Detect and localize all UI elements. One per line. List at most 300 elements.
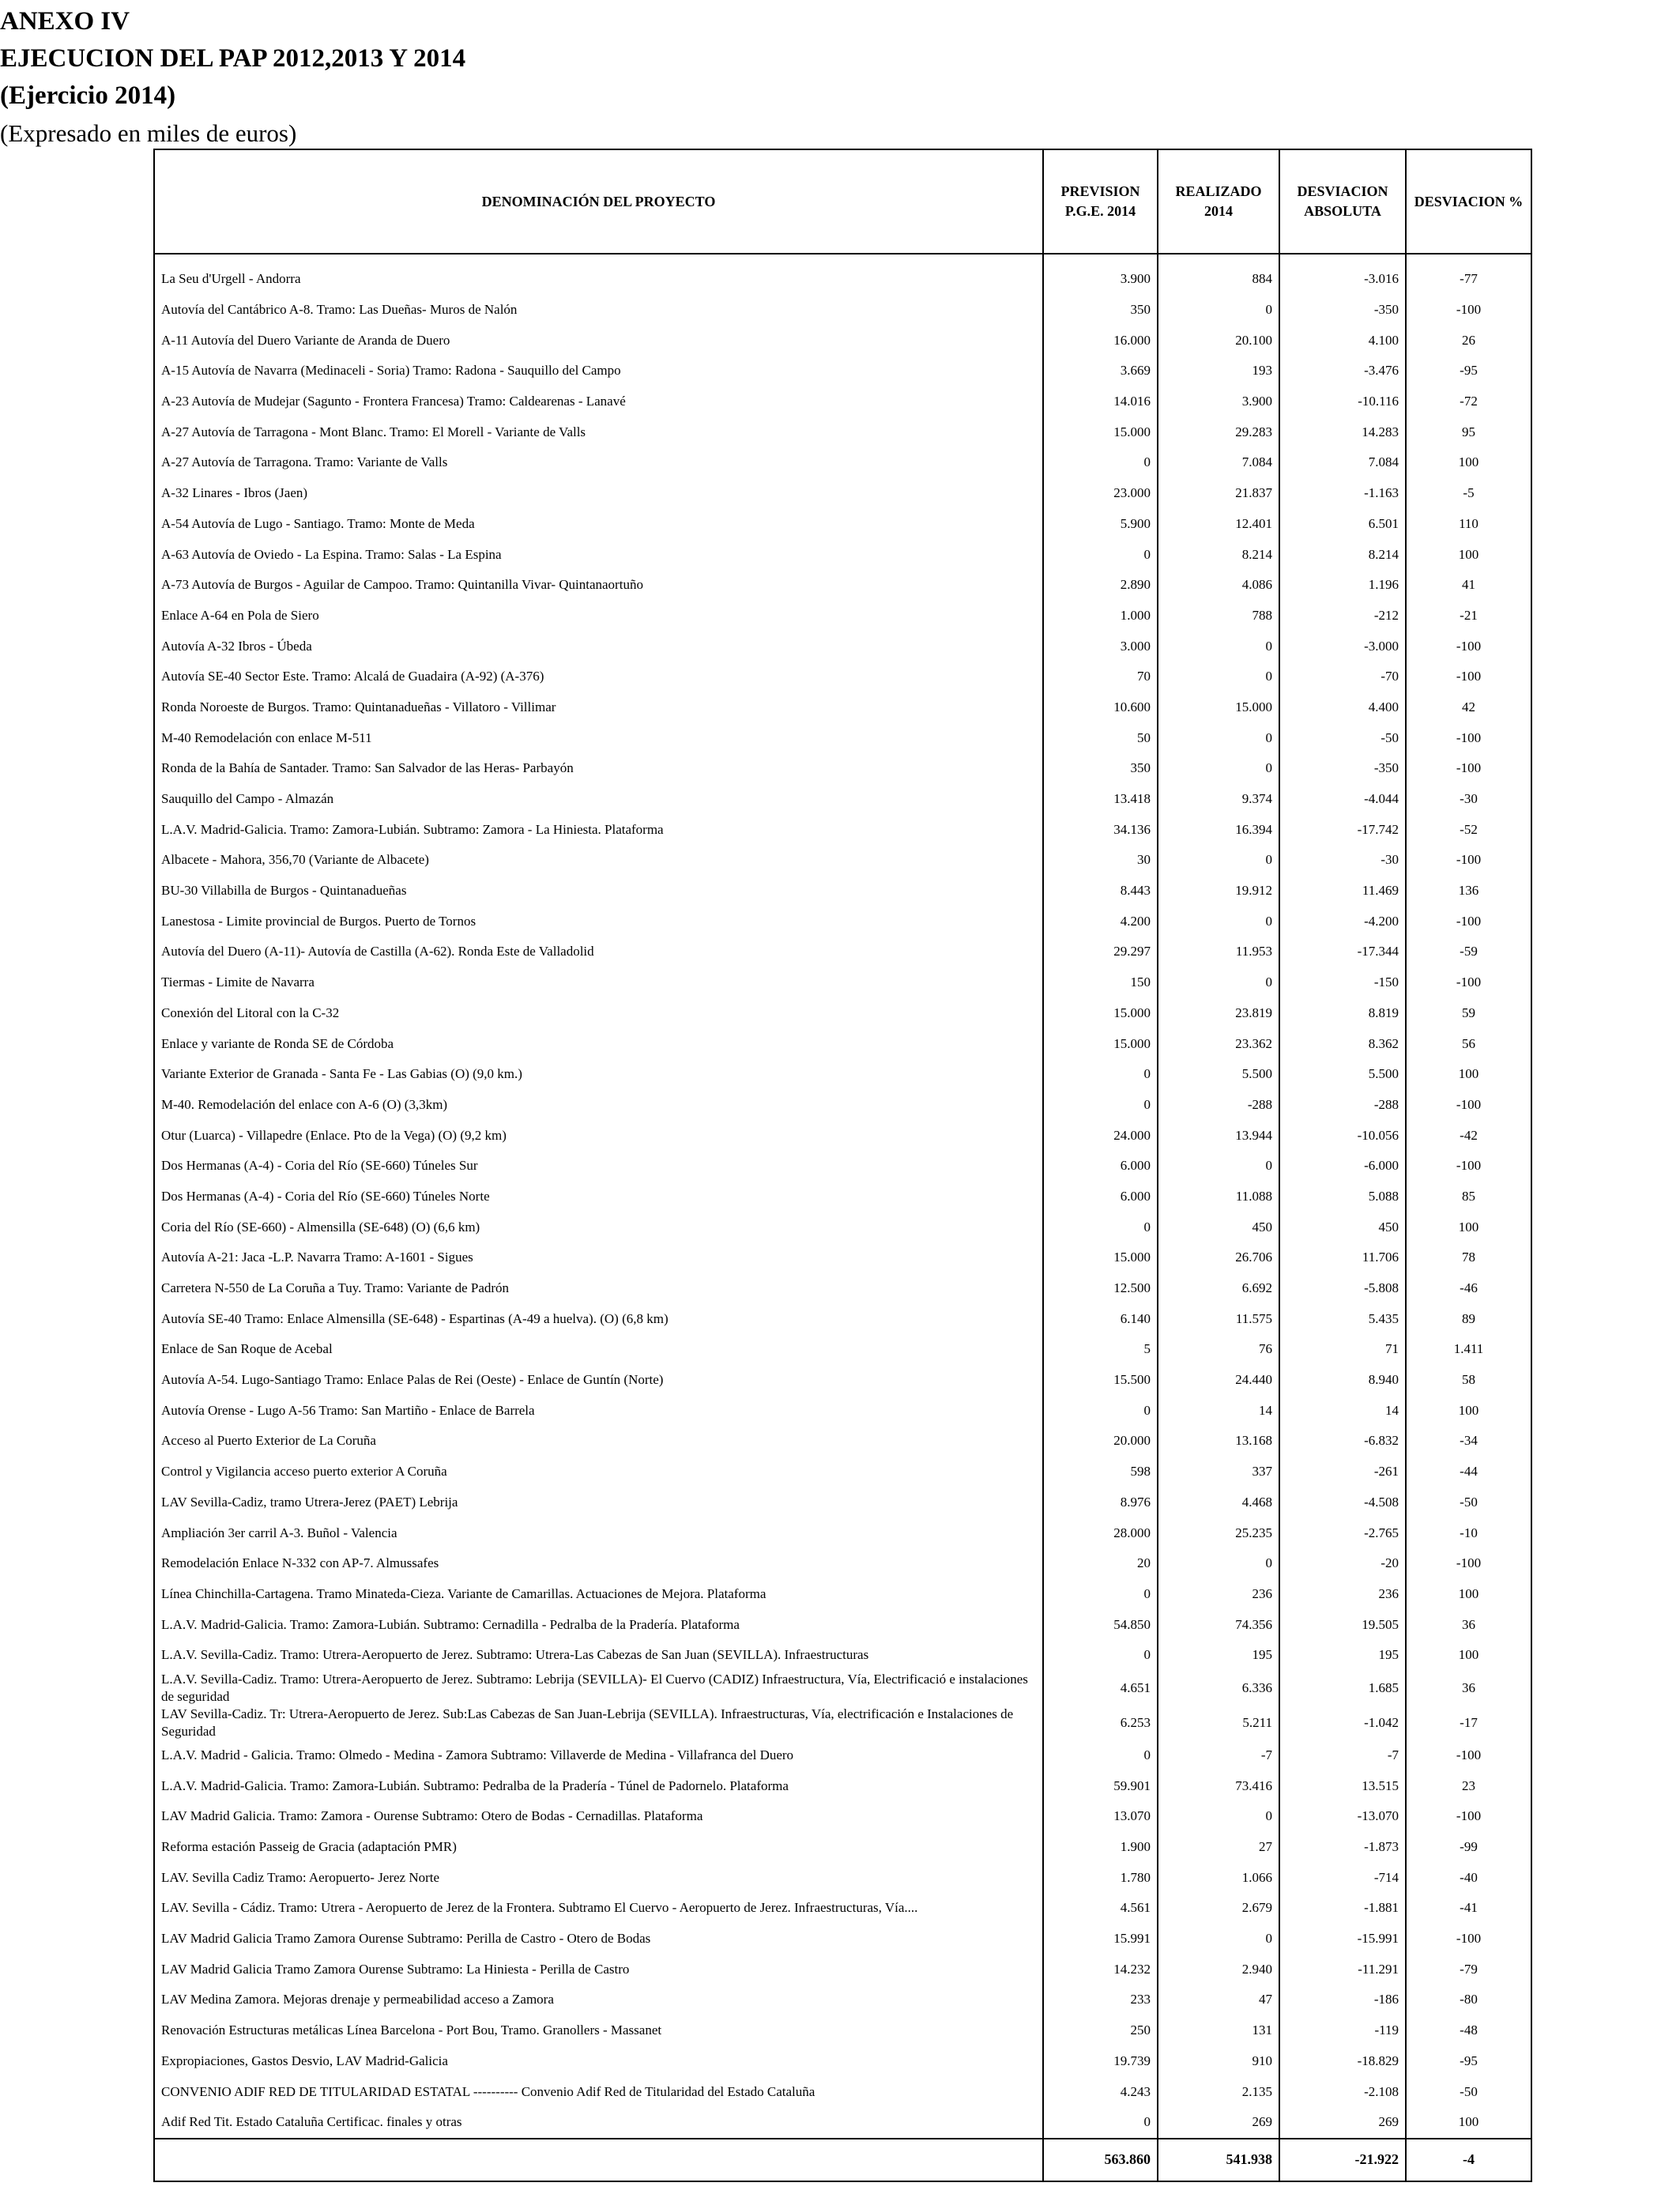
desviacion-pct-cell: 136 xyxy=(1406,876,1531,907)
prevision-cell: 5.900 xyxy=(1043,509,1158,540)
table-row xyxy=(154,1862,1531,1893)
prevision-cell: 24.000 xyxy=(1043,1120,1158,1151)
realizado-cell: 8.214 xyxy=(1158,539,1279,570)
project-name-cell: M-40. Remodelación del enlace con A-6 (O) (3,3km) xyxy=(154,1090,1043,1121)
realizado-cell: 16.394 xyxy=(1158,814,1279,845)
desviacion-pct-cell: -34 xyxy=(1406,1426,1531,1457)
realizado-cell: 19.912 xyxy=(1158,876,1279,907)
desviacion-pct-cell: 85 xyxy=(1406,1182,1531,1212)
desviacion-abs-cell: -30 xyxy=(1279,845,1406,876)
desviacion-pct-cell: 59 xyxy=(1406,998,1531,1029)
prevision-cell: 12.500 xyxy=(1043,1273,1158,1304)
project-name-cell: LAV Madrid Galicia Tramo Zamora Ourense Subtramo: Perilla de Castro - Otero de Bodas xyxy=(154,1924,1043,1955)
prevision-cell: 15.000 xyxy=(1043,1028,1158,1059)
table-row xyxy=(154,814,1531,845)
project-name-cell: M-40 Remodelación con enlace M-511 xyxy=(154,722,1043,753)
table-body xyxy=(154,254,1531,2181)
total-row xyxy=(154,2139,1531,2181)
desviacion-abs-cell: -6.832 xyxy=(1279,1426,1406,1457)
col-header-desv-abs xyxy=(1279,149,1406,254)
realizado-cell: 27 xyxy=(1158,1832,1279,1863)
desviacion-pct-cell: 42 xyxy=(1406,692,1531,723)
realizado-cell: -288 xyxy=(1158,1090,1279,1121)
desviacion-abs-cell: -15.991 xyxy=(1279,1924,1406,1955)
prevision-cell: 15.000 xyxy=(1043,417,1158,447)
desviacion-pct-cell: -100 xyxy=(1406,662,1531,692)
project-name-cell: Sauquillo del Campo - Almazán xyxy=(154,784,1043,815)
desviacion-pct-cell: 58 xyxy=(1406,1365,1531,1396)
realizado-cell: 337 xyxy=(1158,1457,1279,1487)
total-desviacion-abs-cell: -21.922 xyxy=(1279,2139,1406,2181)
prevision-cell: 19.739 xyxy=(1043,2046,1158,2077)
prevision-cell: 8.976 xyxy=(1043,1487,1158,1518)
project-name-cell: Ampliación 3er carril A-3. Buñol - Valencia xyxy=(154,1517,1043,1548)
table-row xyxy=(154,1893,1531,1924)
prevision-cell: 4.651 xyxy=(1043,1671,1158,1706)
desviacion-abs-cell: -3.000 xyxy=(1279,631,1406,662)
table-row xyxy=(154,722,1531,753)
table-row xyxy=(154,1548,1531,1579)
realizado-cell: 884 xyxy=(1158,264,1279,295)
table-row xyxy=(154,1487,1531,1518)
prevision-cell: 0 xyxy=(1043,447,1158,478)
table-row xyxy=(154,998,1531,1029)
project-name-cell: BU-30 Villabilla de Burgos - Quintanadueñas xyxy=(154,876,1043,907)
col-header-desv-abs-line2: ABSOLUTA xyxy=(1304,203,1381,219)
desviacion-abs-cell: -350 xyxy=(1279,295,1406,326)
project-name-cell: Autovía A-32 Ibros - Úbeda xyxy=(154,631,1043,662)
table-row xyxy=(154,356,1531,386)
units-note: (Expresado en miles de euros) xyxy=(0,119,297,147)
realizado-cell: 5.211 xyxy=(1158,1706,1279,1740)
prevision-cell: 20.000 xyxy=(1043,1426,1158,1457)
prevision-cell: 350 xyxy=(1043,295,1158,326)
realizado-cell: 4.468 xyxy=(1158,1487,1279,1518)
desviacion-abs-cell: -350 xyxy=(1279,753,1406,784)
project-name-cell: Remodelación Enlace N-332 con AP-7. Almussafes xyxy=(154,1548,1043,1579)
desviacion-abs-cell: -288 xyxy=(1279,1090,1406,1121)
project-name-cell: Autovía del Duero (A-11)- Autovía de Castilla (A-62). Ronda Este de Valladolid xyxy=(154,937,1043,967)
prevision-cell: 0 xyxy=(1043,539,1158,570)
project-name-cell: Reforma estación Passeig de Gracia (adaptación PMR) xyxy=(154,1832,1043,1863)
desviacion-abs-cell: -1.873 xyxy=(1279,1832,1406,1863)
desviacion-abs-cell: 11.469 xyxy=(1279,876,1406,907)
table-row xyxy=(154,539,1531,570)
table-row xyxy=(154,1985,1531,2015)
prevision-cell: 6.000 xyxy=(1043,1182,1158,1212)
desviacion-abs-cell: -3.016 xyxy=(1279,264,1406,295)
prevision-cell: 10.600 xyxy=(1043,692,1158,723)
desviacion-pct-cell: -100 xyxy=(1406,906,1531,937)
desviacion-abs-cell: 195 xyxy=(1279,1640,1406,1671)
desviacion-abs-cell: -17.742 xyxy=(1279,814,1406,845)
project-name-cell: Renovación Estructuras metálicas Línea Barcelona - Port Bou, Tramo. Granollers - Massanet xyxy=(154,2015,1043,2046)
realizado-cell: 23.362 xyxy=(1158,1028,1279,1059)
col-header-desv-abs-line1: DESVIACION xyxy=(1297,183,1388,199)
realizado-cell: 0 xyxy=(1158,1548,1279,1579)
realizado-cell: 0 xyxy=(1158,845,1279,876)
project-name-cell: LAV Sevilla-Cadiz. Tr: Utrera-Aeropuerto de Jerez. Sub:Las Cabezas de San Juan-Lebrija (SEVILLA). Infraestructuras, Vía, electrificación e Instalaciones de Seguridad xyxy=(154,1706,1043,1740)
project-name-cell: Ronda de la Bahía de Santader. Tramo: San Salvador de las Heras- Parbayón xyxy=(154,753,1043,784)
prevision-cell: 250 xyxy=(1043,2015,1158,2046)
prevision-cell: 2.890 xyxy=(1043,570,1158,601)
desviacion-abs-cell: 1.196 xyxy=(1279,570,1406,601)
prevision-cell: 350 xyxy=(1043,753,1158,784)
table-row xyxy=(154,753,1531,784)
prevision-cell: 34.136 xyxy=(1043,814,1158,845)
table-row xyxy=(154,2046,1531,2077)
realizado-cell: 21.837 xyxy=(1158,478,1279,509)
desviacion-abs-cell: -18.829 xyxy=(1279,2046,1406,2077)
prevision-cell: 29.297 xyxy=(1043,937,1158,967)
desviacion-pct-cell: -46 xyxy=(1406,1273,1531,1304)
project-name-cell: L.A.V. Sevilla-Cadiz. Tramo: Utrera-Aeropuerto de Jerez. Subtramo: Utrera-Las Cabezas de San Juan (SEVILLA). Infraestructuras xyxy=(154,1640,1043,1671)
desviacion-abs-cell: 1.685 xyxy=(1279,1671,1406,1706)
realizado-cell: 29.283 xyxy=(1158,417,1279,447)
desviacion-abs-cell: 5.435 xyxy=(1279,1303,1406,1334)
realizado-cell: 23.819 xyxy=(1158,998,1279,1029)
prevision-cell: 1.900 xyxy=(1043,1832,1158,1863)
table-row xyxy=(154,264,1531,295)
table-header-row xyxy=(154,149,1531,254)
desviacion-abs-cell: -4.508 xyxy=(1279,1487,1406,1518)
table-row xyxy=(154,1740,1531,1771)
realizado-cell: 20.100 xyxy=(1158,325,1279,356)
table-row xyxy=(154,1273,1531,1304)
prevision-cell: 28.000 xyxy=(1043,1517,1158,1548)
desviacion-pct-cell: -52 xyxy=(1406,814,1531,845)
table-row xyxy=(154,417,1531,447)
desviacion-abs-cell: -3.476 xyxy=(1279,356,1406,386)
desviacion-pct-cell: -100 xyxy=(1406,1548,1531,1579)
desviacion-abs-cell: 19.505 xyxy=(1279,1609,1406,1640)
prevision-cell: 0 xyxy=(1043,1059,1158,1090)
prevision-cell: 4.243 xyxy=(1043,2076,1158,2107)
prevision-cell: 6.140 xyxy=(1043,1303,1158,1334)
table-row xyxy=(154,1954,1531,1985)
realizado-cell: -7 xyxy=(1158,1740,1279,1771)
table-row xyxy=(154,601,1531,631)
desviacion-pct-cell: 36 xyxy=(1406,1609,1531,1640)
realizado-cell: 1.066 xyxy=(1158,1862,1279,1893)
prevision-cell: 6.000 xyxy=(1043,1151,1158,1182)
table-row xyxy=(154,2107,1531,2139)
table-row xyxy=(154,1426,1531,1457)
project-name-cell: Dos Hermanas (A-4) - Coria del Río (SE-660) Túneles Norte xyxy=(154,1182,1043,1212)
desviacion-abs-cell: -4.044 xyxy=(1279,784,1406,815)
project-name-cell: CONVENIO ADIF RED DE TITULARIDAD ESTATAL ---------- Convenio Adif Red de Titularidad del Estado Cataluña xyxy=(154,2076,1043,2107)
project-name-cell: Lanestosa - Limite provincial de Burgos. Puerto de Tornos xyxy=(154,906,1043,937)
realizado-cell: 0 xyxy=(1158,967,1279,998)
col-header-name: DENOMINACIÓN DEL PROYECTO xyxy=(154,149,1043,254)
prevision-cell: 30 xyxy=(1043,845,1158,876)
table-row xyxy=(154,1242,1531,1273)
desviacion-pct-cell: -42 xyxy=(1406,1120,1531,1151)
realizado-cell: 24.440 xyxy=(1158,1365,1279,1396)
realizado-cell: 6.692 xyxy=(1158,1273,1279,1304)
desviacion-abs-cell: -6.000 xyxy=(1279,1151,1406,1182)
desviacion-abs-cell: -1.881 xyxy=(1279,1893,1406,1924)
desviacion-pct-cell: 100 xyxy=(1406,1212,1531,1242)
project-name-cell: A-63 Autovía de Oviedo - La Espina. Tramo: Salas - La Espina xyxy=(154,539,1043,570)
desviacion-abs-cell: 4.100 xyxy=(1279,325,1406,356)
realizado-cell: 14 xyxy=(1158,1395,1279,1426)
execution-table xyxy=(153,149,1532,2182)
desviacion-pct-cell: 100 xyxy=(1406,2107,1531,2139)
project-name-cell: A-27 Autovía de Tarragona - Mont Blanc. Tramo: El Morell - Variante de Valls xyxy=(154,417,1043,447)
desviacion-pct-cell: 1.411 xyxy=(1406,1334,1531,1365)
realizado-cell: 0 xyxy=(1158,631,1279,662)
prevision-cell: 4.200 xyxy=(1043,906,1158,937)
project-name-cell: Ronda Noroeste de Burgos. Tramo: Quintanadueñas - Villatoro - Villimar xyxy=(154,692,1043,723)
project-name-cell: L.A.V. Madrid-Galicia. Tramo: Zamora-Lubián. Subtramo: Zamora - La Hiniesta. Plataforma xyxy=(154,814,1043,845)
prevision-cell: 23.000 xyxy=(1043,478,1158,509)
desviacion-pct-cell: -100 xyxy=(1406,845,1531,876)
desviacion-abs-cell: -11.291 xyxy=(1279,1954,1406,1985)
desviacion-abs-cell: 8.214 xyxy=(1279,539,1406,570)
realizado-cell: 15.000 xyxy=(1158,692,1279,723)
realizado-cell: 13.944 xyxy=(1158,1120,1279,1151)
desviacion-abs-cell: -1.163 xyxy=(1279,478,1406,509)
table-row xyxy=(154,906,1531,937)
desviacion-abs-cell: -119 xyxy=(1279,2015,1406,2046)
project-name-cell: LAV. Sevilla Cadiz Tramo: Aeropuerto- Jerez Norte xyxy=(154,1862,1043,1893)
desviacion-abs-cell: 6.501 xyxy=(1279,509,1406,540)
desviacion-pct-cell: -100 xyxy=(1406,1740,1531,1771)
prevision-cell: 598 xyxy=(1043,1457,1158,1487)
prevision-cell: 8.443 xyxy=(1043,876,1158,907)
desviacion-abs-cell: -13.070 xyxy=(1279,1801,1406,1832)
report-title: EJECUCION DEL PAP 2012,2013 Y 2014 xyxy=(0,44,466,73)
col-header-prevision-line2: P.G.E. 2014 xyxy=(1064,203,1136,219)
desviacion-abs-cell: 450 xyxy=(1279,1212,1406,1242)
prevision-cell: 0 xyxy=(1043,1579,1158,1610)
prevision-cell: 15.991 xyxy=(1043,1924,1158,1955)
prevision-cell: 59.901 xyxy=(1043,1770,1158,1801)
table-row xyxy=(154,325,1531,356)
desviacion-abs-cell: 13.515 xyxy=(1279,1770,1406,1801)
desviacion-abs-cell: 8.819 xyxy=(1279,998,1406,1029)
desviacion-pct-cell: -30 xyxy=(1406,784,1531,815)
prevision-cell: 1.000 xyxy=(1043,601,1158,631)
fiscal-year: (Ejercicio 2014) xyxy=(0,81,176,110)
desviacion-pct-cell: -50 xyxy=(1406,2076,1531,2107)
prevision-cell: 15.000 xyxy=(1043,1242,1158,1273)
table-row xyxy=(154,295,1531,326)
prevision-cell: 20 xyxy=(1043,1548,1158,1579)
total-prevision-cell: 563.860 xyxy=(1043,2139,1158,2181)
realizado-cell: 2.679 xyxy=(1158,1893,1279,1924)
desviacion-pct-cell: 26 xyxy=(1406,325,1531,356)
project-name-cell: Tiermas - Limite de Navarra xyxy=(154,967,1043,998)
table-row xyxy=(154,784,1531,815)
table-row xyxy=(154,631,1531,662)
desviacion-pct-cell: -100 xyxy=(1406,1801,1531,1832)
desviacion-abs-cell: -212 xyxy=(1279,601,1406,631)
desviacion-abs-cell: 11.706 xyxy=(1279,1242,1406,1273)
table-row xyxy=(154,1609,1531,1640)
desviacion-pct-cell: -5 xyxy=(1406,478,1531,509)
table-row xyxy=(154,1579,1531,1610)
desviacion-pct-cell: -100 xyxy=(1406,722,1531,753)
total-realizado-cell: 541.938 xyxy=(1158,2139,1279,2181)
table-row xyxy=(154,1671,1531,1706)
col-header-realizado-line1: REALIZADO xyxy=(1175,183,1262,199)
annex-title: ANEXO IV xyxy=(0,7,130,36)
table-row xyxy=(154,1303,1531,1334)
table-row xyxy=(154,1517,1531,1548)
project-name-cell: Enlace y variante de Ronda SE de Córdoba xyxy=(154,1028,1043,1059)
realizado-cell: 788 xyxy=(1158,601,1279,631)
project-name-cell: Variante Exterior de Granada - Santa Fe - Las Gabias (O) (9,0 km.) xyxy=(154,1059,1043,1090)
realizado-cell: 76 xyxy=(1158,1334,1279,1365)
project-name-cell: Coria del Río (SE-660) - Almensilla (SE-648) (O) (6,6 km) xyxy=(154,1212,1043,1242)
project-name-cell: Autovía SE-40 Sector Este. Tramo: Alcalá de Guadaira (A-92) (A-376) xyxy=(154,662,1043,692)
project-name-cell: LAV Medina Zamora. Mejoras drenaje y permeabilidad acceso a Zamora xyxy=(154,1985,1043,2015)
desviacion-abs-cell: -50 xyxy=(1279,722,1406,753)
realizado-cell: 5.500 xyxy=(1158,1059,1279,1090)
realizado-cell: 13.168 xyxy=(1158,1426,1279,1457)
project-name-cell: L.A.V. Sevilla-Cadiz. Tramo: Utrera-Aeropuerto de Jerez. Subtramo: Lebrija (SEVILLA)- El Cuervo (CADIZ) Infraestructura, Vía, Electrificació e instalaciones de seguridad xyxy=(154,1671,1043,1706)
realizado-cell: 74.356 xyxy=(1158,1609,1279,1640)
prevision-cell: 0 xyxy=(1043,1090,1158,1121)
desviacion-pct-cell: 78 xyxy=(1406,1242,1531,1273)
prevision-cell: 150 xyxy=(1043,967,1158,998)
table-spacer xyxy=(154,254,1531,264)
col-header-desv-pct: DESVIACION % xyxy=(1406,149,1531,254)
prevision-cell: 5 xyxy=(1043,1334,1158,1365)
desviacion-abs-cell: -10.116 xyxy=(1279,386,1406,417)
col-header-prevision-line1: PREVISION xyxy=(1060,183,1140,199)
table-row xyxy=(154,876,1531,907)
project-name-cell: A-23 Autovía de Mudejar (Sagunto - Frontera Francesa) Tramo: Caldearenas - Lanavé xyxy=(154,386,1043,417)
table-row xyxy=(154,2076,1531,2107)
table-row xyxy=(154,2015,1531,2046)
desviacion-abs-cell: -20 xyxy=(1279,1548,1406,1579)
project-name-cell: Enlace A-64 en Pola de Siero xyxy=(154,601,1043,631)
prevision-cell: 0 xyxy=(1043,1212,1158,1242)
project-name-cell: Adif Red Tit. Estado Cataluña Certificac. finales y otras xyxy=(154,2107,1043,2139)
total-label-cell xyxy=(154,2139,1043,2181)
desviacion-abs-cell: -714 xyxy=(1279,1862,1406,1893)
realizado-cell: 9.374 xyxy=(1158,784,1279,815)
col-header-prevision xyxy=(1043,149,1158,254)
desviacion-abs-cell: 269 xyxy=(1279,2107,1406,2139)
project-name-cell: Autovía A-21: Jaca -L.P. Navarra Tramo: A-1601 - Sigues xyxy=(154,1242,1043,1273)
desviacion-pct-cell: 100 xyxy=(1406,539,1531,570)
realizado-cell: 11.088 xyxy=(1158,1182,1279,1212)
table-row xyxy=(154,1457,1531,1487)
table-row xyxy=(154,662,1531,692)
desviacion-pct-cell: 95 xyxy=(1406,417,1531,447)
table-row xyxy=(154,937,1531,967)
project-name-cell: A-27 Autovía de Tarragona. Tramo: Variante de Valls xyxy=(154,447,1043,478)
realizado-cell: 0 xyxy=(1158,1924,1279,1955)
realizado-cell: 0 xyxy=(1158,1801,1279,1832)
project-name-cell: Dos Hermanas (A-4) - Coria del Río (SE-660) Túneles Sur xyxy=(154,1151,1043,1182)
table-row xyxy=(154,1120,1531,1151)
desviacion-pct-cell: -95 xyxy=(1406,2046,1531,2077)
desviacion-abs-cell: -2.108 xyxy=(1279,2076,1406,2107)
desviacion-abs-cell: 236 xyxy=(1279,1579,1406,1610)
realizado-cell: 11.575 xyxy=(1158,1303,1279,1334)
prevision-cell: 0 xyxy=(1043,1740,1158,1771)
table-row xyxy=(154,1924,1531,1955)
prevision-cell: 16.000 xyxy=(1043,325,1158,356)
realizado-cell: 6.336 xyxy=(1158,1671,1279,1706)
desviacion-pct-cell: -79 xyxy=(1406,1954,1531,1985)
realizado-cell: 269 xyxy=(1158,2107,1279,2139)
desviacion-abs-cell: 71 xyxy=(1279,1334,1406,1365)
desviacion-abs-cell: -70 xyxy=(1279,662,1406,692)
project-name-cell: A-73 Autovía de Burgos - Aguilar de Campoo. Tramo: Quintanilla Vivar- Quintanaortuño xyxy=(154,570,1043,601)
prevision-cell: 3.669 xyxy=(1043,356,1158,386)
realizado-cell: 73.416 xyxy=(1158,1770,1279,1801)
desviacion-pct-cell: -10 xyxy=(1406,1517,1531,1548)
realizado-cell: 0 xyxy=(1158,753,1279,784)
table-row xyxy=(154,845,1531,876)
realizado-cell: 910 xyxy=(1158,2046,1279,2077)
desviacion-pct-cell: -100 xyxy=(1406,1090,1531,1121)
project-name-cell: L.A.V. Madrid-Galicia. Tramo: Zamora-Lubián. Subtramo: Pedralba de la Pradería - Túnel de Padornelo. Plataforma xyxy=(154,1770,1043,1801)
total-desviacion-pct-cell: -4 xyxy=(1406,2139,1531,2181)
realizado-cell: 236 xyxy=(1158,1579,1279,1610)
table-row xyxy=(154,967,1531,998)
realizado-cell: 450 xyxy=(1158,1212,1279,1242)
prevision-cell: 50 xyxy=(1043,722,1158,753)
desviacion-pct-cell: -50 xyxy=(1406,1487,1531,1518)
table-row xyxy=(154,447,1531,478)
desviacion-pct-cell: -100 xyxy=(1406,967,1531,998)
desviacion-abs-cell: -4.200 xyxy=(1279,906,1406,937)
desviacion-pct-cell: 110 xyxy=(1406,509,1531,540)
project-name-cell: LAV Madrid Galicia. Tramo: Zamora - Ourense Subtramo: Otero de Bodas - Cernadillas. Plataforma xyxy=(154,1801,1043,1832)
project-name-cell: Conexión del Litoral con la C-32 xyxy=(154,998,1043,1029)
project-name-cell: L.A.V. Madrid-Galicia. Tramo: Zamora-Lubián. Subtramo: Cernadilla - Pedralba de la Pradería. Plataforma xyxy=(154,1609,1043,1640)
realizado-cell: 0 xyxy=(1158,1151,1279,1182)
desviacion-pct-cell: -100 xyxy=(1406,631,1531,662)
desviacion-pct-cell: 23 xyxy=(1406,1770,1531,1801)
desviacion-pct-cell: -21 xyxy=(1406,601,1531,631)
realizado-cell: 7.084 xyxy=(1158,447,1279,478)
desviacion-pct-cell: -41 xyxy=(1406,1893,1531,1924)
prevision-cell: 14.016 xyxy=(1043,386,1158,417)
table-row xyxy=(154,1395,1531,1426)
realizado-cell: 195 xyxy=(1158,1640,1279,1671)
desviacion-pct-cell: -44 xyxy=(1406,1457,1531,1487)
desviacion-pct-cell: 100 xyxy=(1406,1395,1531,1426)
prevision-cell: 233 xyxy=(1043,1985,1158,2015)
desviacion-abs-cell: 14 xyxy=(1279,1395,1406,1426)
table-row xyxy=(154,1770,1531,1801)
table-row xyxy=(154,1365,1531,1396)
desviacion-pct-cell: -100 xyxy=(1406,1924,1531,1955)
table-row xyxy=(154,509,1531,540)
desviacion-pct-cell: 100 xyxy=(1406,1640,1531,1671)
desviacion-pct-cell: -95 xyxy=(1406,356,1531,386)
prevision-cell: 70 xyxy=(1043,662,1158,692)
desviacion-pct-cell: -99 xyxy=(1406,1832,1531,1863)
desviacion-abs-cell: -261 xyxy=(1279,1457,1406,1487)
table-row xyxy=(154,1182,1531,1212)
project-name-cell: Otur (Luarca) - Villapedre (Enlace. Pto de la Vega) (O) (9,2 km) xyxy=(154,1120,1043,1151)
realizado-cell: 4.086 xyxy=(1158,570,1279,601)
realizado-cell: 193 xyxy=(1158,356,1279,386)
realizado-cell: 0 xyxy=(1158,722,1279,753)
prevision-cell: 15.000 xyxy=(1043,998,1158,1029)
project-name-cell: La Seu d'Urgell - Andorra xyxy=(154,264,1043,295)
project-name-cell: LAV Madrid Galicia Tramo Zamora Ourense Subtramo: La Hiniesta - Perilla de Castro xyxy=(154,1954,1043,1985)
